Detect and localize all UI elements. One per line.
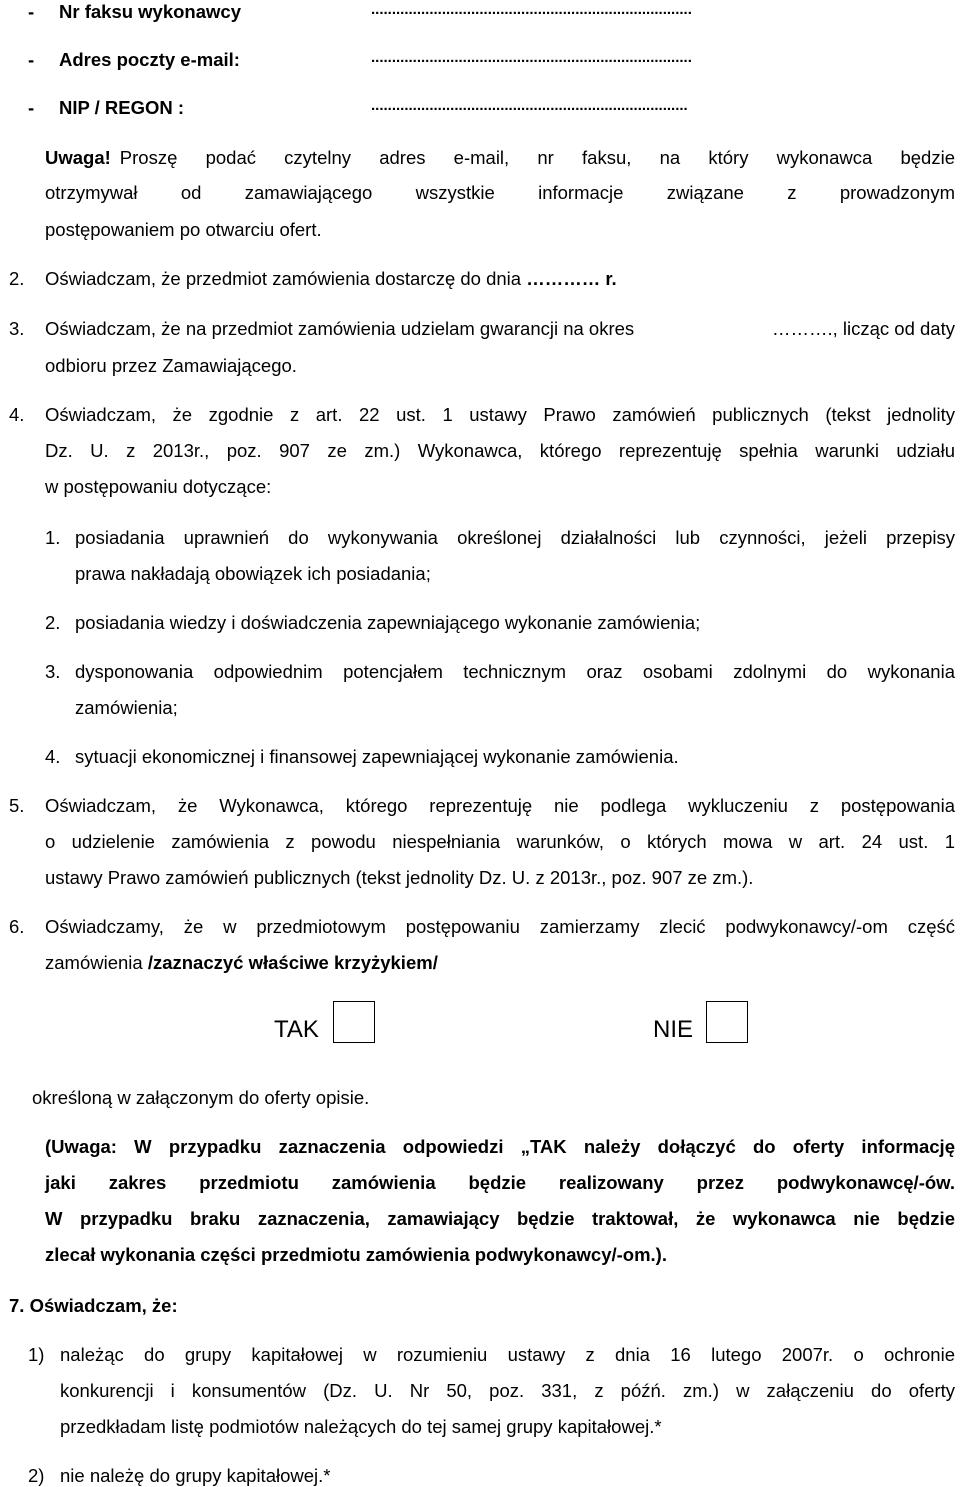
p4-line-3: w postępowaniu dotyczące: [45,476,272,497]
email-field[interactable]: ............................................................................. [371,49,692,66]
p3-number: 3. [9,318,25,339]
uwaga-line-2: otrzymywał od zamawiającego wszystkie informacje związane z prowadzonym [45,182,955,203]
p6-instruction: /zaznaczyć właściwe krzyżykiem/ [147,952,438,973]
p2-date-blank: ………… r. [526,268,617,289]
uwaga2-line-3: W przypadku braku zaznaczenia, zamawiający będzie traktował, że wykonawca nie będzie [45,1208,955,1229]
uwaga-line-3: postępowaniem po otwarciu ofert. [45,219,322,240]
p3-line-1 [45,318,955,340]
condition-number: 1. [45,527,61,548]
tak-label: TAK [274,1016,319,1043]
condition-number: 2. [45,612,61,633]
p7-item-2-line-1: nie należę do grupy kapitałowej.* [60,1465,331,1486]
p7-item-1-line-2: konkurencji i konsumentów (Dz. U. Nr 50, poz. 331, z późń. zm.) w załączeniu do oferty [60,1380,955,1401]
fax-field[interactable]: ............................................................................. [371,1,692,18]
p5-line-2: o udzielenie zamówienia z powodu niespełniania warunków, o których mowa w art. 24 ust. 1 [45,831,955,852]
email-label: Adres poczty e-mail: [59,49,240,70]
p4-number: 4. [9,404,25,425]
condition-1-line-2: prawa nakładają obowiązek ich posiadania; [75,563,431,584]
nip-label: NIP / REGON : [59,97,185,118]
p6-object: zamówienia [45,952,143,973]
p3-line-2: odbioru przez Zamawiającego. [45,355,297,376]
condition-number: 4. [45,746,61,767]
p6-line-2 [45,952,438,974]
condition-4-line-1: sytuacji ekonomicznej i finansowej zapewniającej wykonanie zamówienia. [75,746,679,767]
condition-3-line-2: zamówienia; [75,697,178,718]
uwaga-line-1 [45,147,955,169]
condition-1-line-1: posiadania uprawnień do wykonywania określonej działalności lub czynności, jeżeli przepisy [75,527,955,548]
p5-number: 5. [9,795,25,816]
p2-number: 2. [9,268,25,289]
uwaga-text: Proszę podać czytelny adres e-mail, nr faksu, na który wykonawca będzie [119,147,955,168]
nie-checkbox[interactable] [706,1001,748,1043]
p7-item-1-line-1: należąc do grupy kapitałowej w rozumieniu ustawy z dnia 16 lutego 2007r. o ochronie [60,1344,955,1365]
p6-number: 6. [9,916,25,937]
p2-text [45,268,617,290]
condition-3-line-1: dysponowania odpowiednim potencjałem technicznym oraz osobami zdolnymi do wykonania [75,661,955,682]
p6-after-text: określoną w załączonym do oferty opisie. [32,1087,370,1108]
p4-line-2: Dz. U. z 2013r., poz. 907 ze zm.) Wykonawca, którego reprezentuję spełnia warunki udziału [45,440,955,461]
uwaga2-line-4: zlecał wykonania części przedmiotu zamówienia podwykonawcy/-om.). [45,1244,667,1265]
p3-period-blank: ………. [771,318,833,339]
nie-label: NIE [653,1016,694,1043]
contact-dash: - [28,49,35,70]
fax-label: Nr faksu wykonawcy [59,1,241,22]
p7-item-number: 2) [28,1465,45,1486]
condition-number: 3. [45,661,61,682]
uwaga2-line-1: (Uwaga: W przypadku zaznaczenia odpowiedzi „TAK należy dołączyć do oferty informację [45,1136,955,1157]
tak-checkbox[interactable] [333,1001,375,1043]
p3-statement: Oświadczam, że na przedmiot zamówienia udzielam gwarancji na okres [45,318,635,339]
p6-line-1: Oświadczamy, że w przedmiotowym postępowaniu zamierzamy zlecić podwykonawcy/-om część [45,916,955,937]
p4-line-1: Oświadczam, że zgodnie z art. 22 ust. 1 ustawy Prawo zamówień publicznych (tekst jednolity [45,404,955,425]
nip-field[interactable]: ............................................................................ [371,97,688,114]
contact-dash: - [28,97,35,118]
contact-dash: - [28,1,35,22]
condition-2-line-1: posiadania wiedzy i doświadczenia zapewniającego wykonanie zamówienia; [75,612,701,633]
p3-period [772,318,955,340]
p7-item-number: 1) [28,1344,45,1365]
p3-suffix: , licząc od daty [832,318,955,339]
uwaga-label: Uwaga! [45,147,111,168]
uwaga2-line-2: jaki zakres przedmiotu zamówienia będzie realizowany przez podwykonawcę/-ów. [45,1172,955,1193]
p2-statement: Oświadczam, że przedmiot zamówienia dostarczę do dnia [45,268,522,289]
p7-heading: 7. Oświadczam, że: [9,1295,178,1316]
p7-item-1-line-3: przedkładam listę podmiotów należących do tej samej grupy kapitałowej.* [60,1416,662,1437]
p5-line-1: Oświadczam, że Wykonawca, którego reprezentuję nie podlega wykluczeniu z postępowania [45,795,955,816]
p5-line-3: ustawy Prawo zamówień publicznych (tekst jednolity Dz. U. z 2013r., poz. 907 ze zm.). [45,867,754,888]
